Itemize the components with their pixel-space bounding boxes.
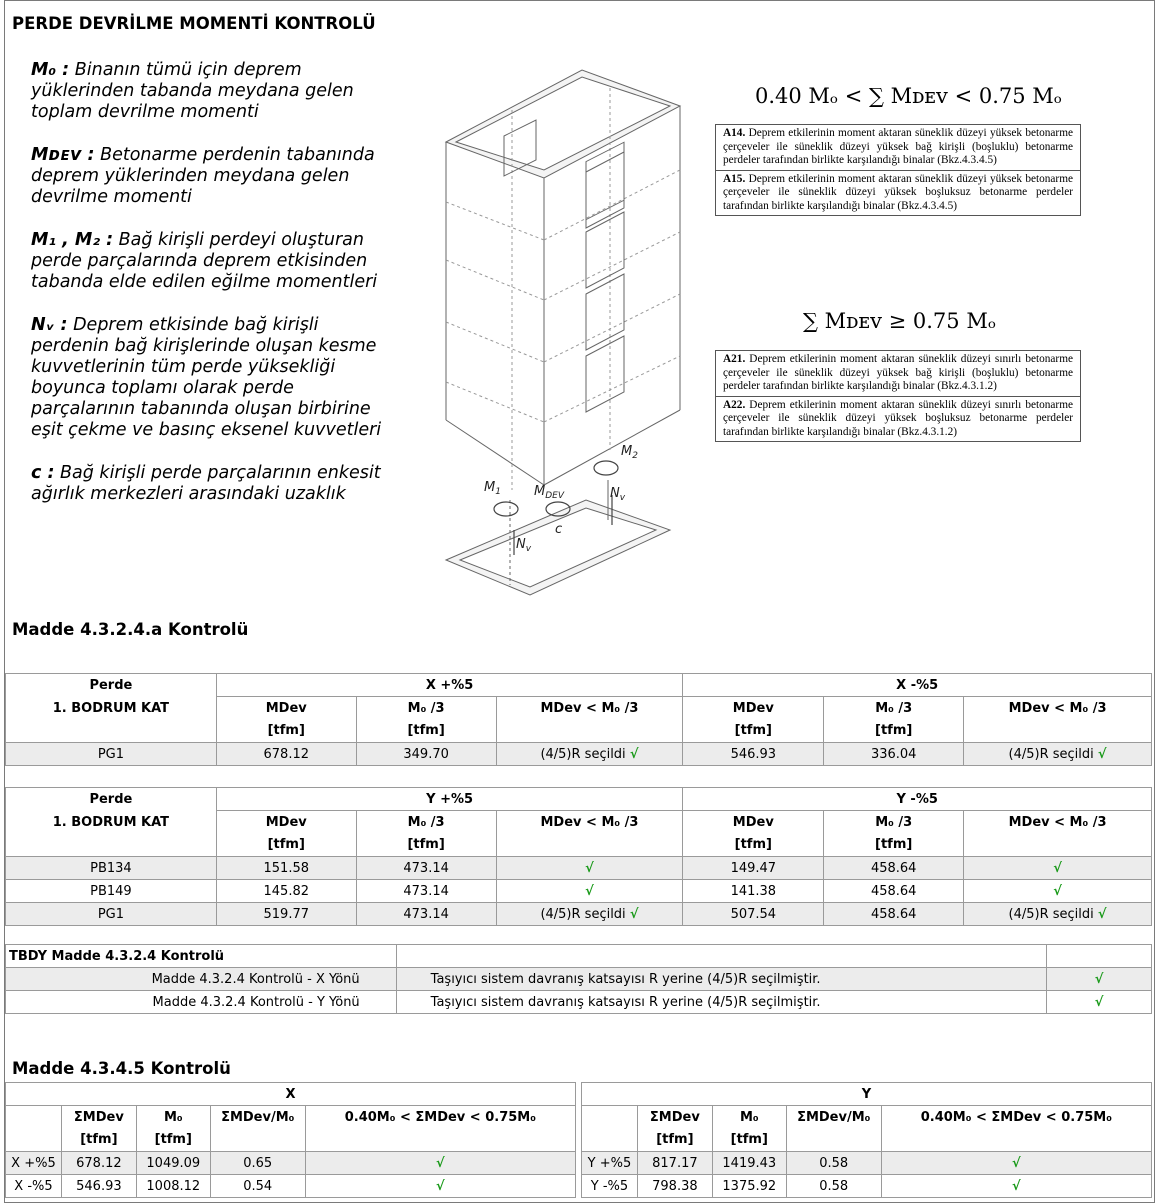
header-m0: M₀ /3 xyxy=(824,697,964,720)
check-icon: √ xyxy=(436,1178,445,1194)
label-nv-bottom: $N_v$ xyxy=(516,537,532,554)
table-x-direction xyxy=(5,673,1152,766)
check-icon: √ xyxy=(1097,906,1107,922)
header-unit: [tfm] xyxy=(824,720,964,743)
definition-mdev: Mᴅᴇᴠ : Betonarme perdenin tabanında deprem yüklerinden meydana gelen devrilme momenti xyxy=(31,145,375,207)
header-y: Y xyxy=(582,1083,1152,1106)
header-perde: Perde xyxy=(6,788,217,811)
tbdy-title: TBDY Madde 4.3.2.4 Kontrolü xyxy=(6,945,397,968)
header-mdev: MDev xyxy=(683,697,824,720)
table-row: PB149 145.82 473.14 √ 141.38 458.64 √ xyxy=(6,880,1152,903)
check-icon: √ xyxy=(1097,746,1107,762)
table-row: Y -%5 798.38 1375.92 0.58 √ xyxy=(582,1175,1152,1198)
label-mdev: $M_{DEV}$ xyxy=(534,484,564,501)
definitions xyxy=(31,60,401,527)
table-y-direction: Perde Y +%5 Y -%5 1. BODRUM KAT MDev M₀ /3 MDev < M₀ /3 MDev M₀ /3 MDev < M₀ /3 [tfm] [tfm] [tfm] [tfm] PB134 151.58 473.14 √ 149.47 458.64 √ PB149 145.82 473.14 √ 141.38 458.64 √ PG1 519.77 473.14 (4/5)R seçildi √ 507.54 458.64 (4/5)R seçildi √ xyxy=(5,787,1152,926)
check-icon: √ xyxy=(629,746,639,762)
table-4345-y: Y ΣMDev M₀ ΣMDev/M₀ 0.40M₀ < ΣMDev < 0.75M₀ [tfm] [tfm] Y +%5 817.17 1419.43 0.58 √ Y -%5 798.38 1375.92 0.58 √ xyxy=(581,1082,1152,1198)
table-row: PG1 678.12 349.70 (4/5)R seçildi √ 546.93 336.04 (4/5)R seçildi √ xyxy=(6,743,1152,766)
label-c: c xyxy=(555,522,563,537)
check-icon: √ xyxy=(1012,1178,1021,1194)
formula-range: 0.40 Mₒ < ∑ Mᴅᴇᴠ < 0.75 Mₒ xyxy=(755,84,1062,108)
check-icon: √ xyxy=(1094,994,1104,1010)
table-tbdy xyxy=(5,944,1152,1014)
header-x-minus: X -%5 xyxy=(683,674,1152,697)
notes-a14-a15 xyxy=(715,124,1081,216)
check-icon: √ xyxy=(1012,1155,1021,1171)
definition-c: c : Bağ kirişli perde parçalarının enkesit ağırlık merkezleri arasındaki uzaklık xyxy=(31,463,381,504)
check-icon: √ xyxy=(436,1155,445,1171)
check-icon: √ xyxy=(585,860,594,876)
check-icon: √ xyxy=(1053,883,1062,899)
table-row: X +%5 678.12 1049.09 0.65 √ xyxy=(6,1152,576,1175)
table-4345-x: X ΣMDev M₀ ΣMDev/M₀ 0.40M₀ < ΣMDev < 0.75M₀ [tfm] [tfm] X +%5 678.12 1049.09 0.65 √ X -%5 546.93 1008.12 0.54 √ xyxy=(5,1082,576,1198)
header-unit: [tfm] xyxy=(683,720,824,743)
table-row: Madde 4.3.2.4 Kontrolü - X Yönü Taşıyıcı sistem davranış katsayısı R yerine (4/5)R seçilmiştir. √ xyxy=(6,968,1152,991)
header-x: X xyxy=(6,1083,576,1106)
table-row: Y +%5 817.17 1419.43 0.58 √ xyxy=(582,1152,1152,1175)
header-kat: 1. BODRUM KAT xyxy=(6,697,217,720)
note-a22: A22. Deprem etkilerinin moment aktaran süneklik düzeyi sınırlı betonarme çerçeveler ile süneklik düzeyi yüksek boşluksuz betonarme perdeler tarafından birlikte karşılandığı binalar (Bkz.4.3.1.2) xyxy=(716,396,1080,442)
check-icon: √ xyxy=(1053,860,1062,876)
header-unit: [tfm] xyxy=(216,720,356,743)
note-a21: A21. Deprem etkilerinin moment aktaran süneklik düzeyi sınırlı betonarme çerçeveler ile süneklik düzeyi yüksek bağ kirişli (boşluklu) betonarme perdeler tarafından birlikte karşılandığı binalar (Bkz.4.3.1.2) xyxy=(723,353,1073,392)
header-y-minus: Y -%5 xyxy=(683,788,1152,811)
note-a14: A14. Deprem etkilerinin moment aktaran süneklik düzeyi yüksek betonarme çerçeveler ile süneklik düzeyi yüksek bağ kirişli (boşluklu) betonarme perdeler tarafından birlikte karşılandığı binalar (Bkz.4.3.4.5) xyxy=(723,127,1073,166)
label-m2: $M_2$ xyxy=(621,444,638,461)
header-perde: Perde xyxy=(6,674,217,697)
header-x-plus: X +%5 xyxy=(216,674,683,697)
definition-m1-m2: M₁ , M₂ : Bağ kirişli perdeyi oluşturan perde parçalarında deprem etkisinden tabanda elde edilen eğilme momentleri xyxy=(31,230,378,292)
header-kat: 1. BODRUM KAT xyxy=(6,811,217,834)
table-row: X -%5 546.93 1008.12 0.54 √ xyxy=(6,1175,576,1198)
header-compare: MDev < M₀ /3 xyxy=(496,697,683,720)
check-icon: √ xyxy=(585,883,594,899)
formula-min: ∑ Mᴅᴇᴠ ≥ 0.75 Mₒ xyxy=(803,309,996,333)
notes-a21-a22 xyxy=(715,350,1081,442)
header-unit: [tfm] xyxy=(356,720,496,743)
table-row: PB134 151.58 473.14 √ 149.47 458.64 √ xyxy=(6,857,1152,880)
definition-m0: M₀ : Binanın tümü için deprem yüklerinden tabanda meydana gelen toplam devrilme momenti xyxy=(31,60,354,122)
section-title-4324a: Madde 4.3.2.4.a Kontrolü xyxy=(12,620,249,639)
header-y-plus: Y +%5 xyxy=(216,788,683,811)
header-m0: M₀ /3 xyxy=(356,697,496,720)
section-title-4345: Madde 4.3.4.5 Kontrolü xyxy=(12,1059,231,1078)
shear-wall-diagram xyxy=(440,60,690,605)
label-nv-top: $N_v$ xyxy=(610,486,626,503)
table-row: Madde 4.3.2.4 Kontrolü - Y Yönü Taşıyıcı sistem davranış katsayısı R yerine (4/5)R seçilmiştir. √ xyxy=(6,991,1152,1014)
check-icon: √ xyxy=(629,906,639,922)
header-compare: MDev < M₀ /3 xyxy=(964,697,1152,720)
definition-nv: Nᵥ : Deprem etkisinde bağ kirişli perdenin bağ kirişlerinde oluşan kesme kuvvetlerinin tüm perde yüksekliği boyunca toplamı olarak perde parçalarının tabanında oluşan birbirine eşit çekme ve basınç eksenel kuvvetleri xyxy=(31,315,382,440)
check-icon: √ xyxy=(1094,971,1104,987)
table-row: PG1 519.77 473.14 (4/5)R seçildi √ 507.54 458.64 (4/5)R seçildi √ xyxy=(6,903,1152,926)
label-m1: $M_1$ xyxy=(484,480,501,497)
header-mdev: MDev xyxy=(216,697,356,720)
note-a15: A15. Deprem etkilerinin moment aktaran süneklik düzeyi yüksek betonarme çerçeveler ile süneklik düzeyi yüksek boşluksuz betonarme perdeler tarafından birlikte karşılandığı binalar (Bkz.4.3.4.5) xyxy=(716,170,1080,216)
page-title: PERDE DEVRİLME MOMENTİ KONTROLÜ xyxy=(12,14,376,33)
